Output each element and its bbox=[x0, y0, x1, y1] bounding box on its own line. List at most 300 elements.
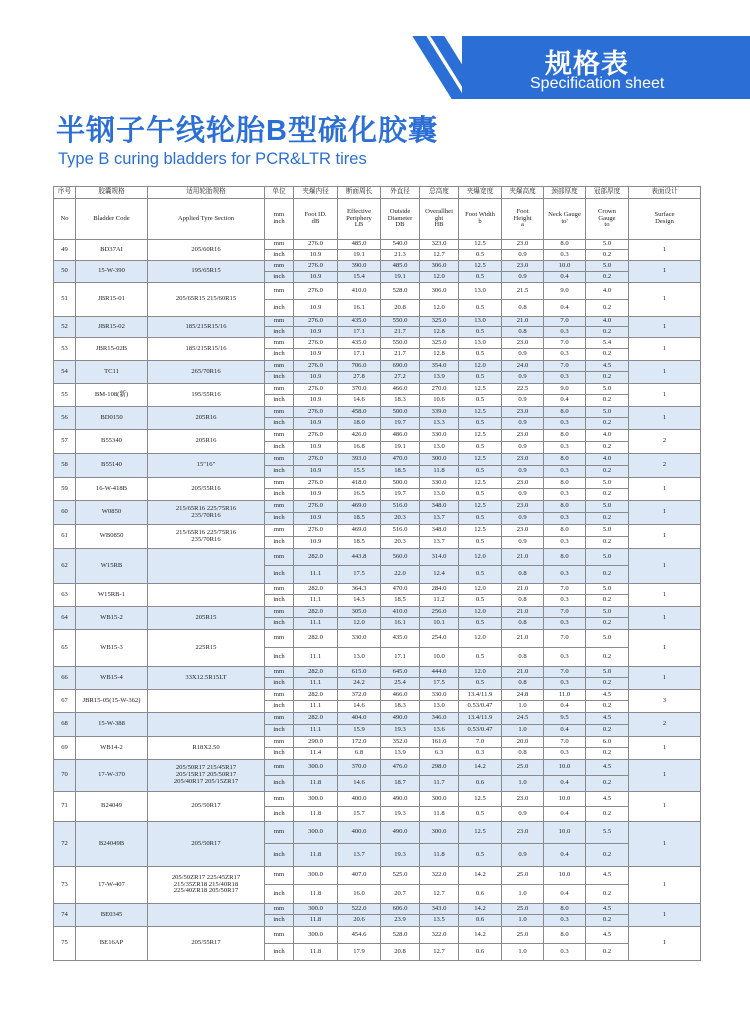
surface-design: 1 bbox=[629, 867, 701, 904]
page-title-en: Type B curing bladders for PCR&LTR tires bbox=[58, 150, 367, 168]
value-mm: 10.0 bbox=[544, 822, 586, 844]
spec-table-body bbox=[54, 240, 701, 961]
tyre-section: 15"16" bbox=[148, 454, 265, 478]
value-inch: 11.8 bbox=[420, 466, 459, 478]
value-inch: 1.0 bbox=[502, 776, 544, 792]
value-mm: 12.5 bbox=[459, 240, 502, 250]
value-inch: 0.6 bbox=[459, 776, 502, 792]
column-header-cn: 胶囊规格 bbox=[76, 187, 148, 199]
value-mm: 282.0 bbox=[294, 667, 338, 678]
value-mm: 435.0 bbox=[381, 630, 420, 648]
value-mm: 12.5 bbox=[459, 261, 502, 272]
value-mm: 5.5 bbox=[586, 822, 629, 844]
value-mm: 5.0 bbox=[586, 630, 629, 648]
value-inch: 0.3 bbox=[544, 537, 586, 549]
value-inch: 10.9 bbox=[294, 250, 338, 261]
value-inch: 10.9 bbox=[294, 300, 338, 317]
value-inch: 20.3 bbox=[381, 513, 420, 525]
value-inch: 0.6 bbox=[459, 944, 502, 961]
value-mm: 348.0 bbox=[420, 501, 459, 513]
value-mm: 300.0 bbox=[294, 822, 338, 844]
unit-inch: inch bbox=[265, 618, 294, 630]
value-inch: 18.3 bbox=[381, 395, 420, 407]
value-mm: 14.2 bbox=[459, 904, 502, 915]
value-inch: 0.2 bbox=[586, 944, 629, 961]
value-mm: 407.0 bbox=[338, 867, 381, 885]
value-inch: 0.9 bbox=[502, 272, 544, 283]
value-inch: 0.5 bbox=[459, 300, 502, 317]
column-header-cn: 适用轮胎规格 bbox=[148, 187, 265, 199]
value-mm: 10.0 bbox=[544, 792, 586, 807]
column-header-en: Outside Diameter DB bbox=[381, 199, 420, 240]
value-mm: 6.0 bbox=[586, 737, 629, 748]
row-number: 53 bbox=[54, 338, 76, 361]
value-inch: 0.5 bbox=[459, 372, 502, 384]
value-inch: 0.5 bbox=[459, 349, 502, 361]
value-inch: 0.3 bbox=[544, 327, 586, 338]
value-inch: 0.3 bbox=[544, 442, 586, 454]
value-inch: 11.8 bbox=[294, 844, 338, 867]
bladder-code: JBR15-02 bbox=[76, 317, 148, 338]
table-row bbox=[54, 792, 701, 807]
unit-mm: mm bbox=[265, 317, 294, 327]
row-number: 55 bbox=[54, 384, 76, 407]
value-inch: 18.5 bbox=[338, 537, 381, 549]
surface-design: 1 bbox=[629, 317, 701, 338]
value-inch: 21.3 bbox=[381, 250, 420, 261]
value-inch: 20.7 bbox=[381, 885, 420, 904]
value-mm: 5.0 bbox=[586, 607, 629, 618]
value-mm: 7.0 bbox=[544, 584, 586, 595]
unit-mm: mm bbox=[265, 525, 294, 537]
value-mm: 23.0 bbox=[502, 792, 544, 807]
table-row bbox=[54, 525, 701, 537]
value-mm: 25.0 bbox=[502, 760, 544, 776]
value-inch: 11.8 bbox=[294, 776, 338, 792]
unit-mm: mm bbox=[265, 584, 294, 595]
value-inch: 0.4 bbox=[544, 395, 586, 407]
value-mm: 7.0 bbox=[544, 317, 586, 327]
value-inch: 0.2 bbox=[586, 466, 629, 478]
unit-inch: inch bbox=[265, 327, 294, 338]
value-inch: 0.5 bbox=[459, 466, 502, 478]
column-header-en: Foot Height a bbox=[502, 199, 544, 240]
surface-design: 1 bbox=[629, 525, 701, 549]
value-mm: 300.0 bbox=[420, 822, 459, 844]
value-mm: 13.4/11.9 bbox=[459, 713, 502, 725]
value-mm: 25.0 bbox=[502, 867, 544, 885]
value-inch: 15.7 bbox=[338, 807, 381, 822]
value-inch: 11.8 bbox=[294, 885, 338, 904]
unit-inch: inch bbox=[265, 513, 294, 525]
value-inch: 25.4 bbox=[381, 678, 420, 690]
table-row bbox=[54, 667, 701, 678]
column-header-cn: 夹爆内径 bbox=[294, 187, 338, 199]
value-inch: 13.9 bbox=[381, 748, 420, 760]
tyre-section: 215/65R16 225/75R16 235/70R16 bbox=[148, 501, 265, 525]
surface-design: 1 bbox=[629, 737, 701, 760]
value-inch: 11.1 bbox=[294, 618, 338, 630]
surface-design: 1 bbox=[629, 904, 701, 927]
value-mm: 12.5 bbox=[459, 478, 502, 489]
value-mm: 4.5 bbox=[586, 361, 629, 372]
value-mm: 300.0 bbox=[420, 454, 459, 466]
table-row bbox=[54, 261, 701, 272]
value-mm: 300.0 bbox=[294, 760, 338, 776]
unit-inch: inch bbox=[265, 466, 294, 478]
value-mm: 354.0 bbox=[420, 361, 459, 372]
value-inch: 20.3 bbox=[381, 537, 420, 549]
column-header-en: Effective Periphery LB bbox=[338, 199, 381, 240]
value-inch: 0.5 bbox=[459, 595, 502, 607]
value-mm: 21.5 bbox=[502, 283, 544, 300]
value-mm: 8.0 bbox=[544, 240, 586, 250]
unit-inch: inch bbox=[265, 915, 294, 927]
value-mm: 8.0 bbox=[544, 501, 586, 513]
value-inch: 18.3 bbox=[381, 701, 420, 713]
value-mm: 314.0 bbox=[420, 549, 459, 566]
value-mm: 282.0 bbox=[294, 607, 338, 618]
value-inch: 0.9 bbox=[502, 489, 544, 501]
value-inch: 0.5 bbox=[459, 513, 502, 525]
row-number: 54 bbox=[54, 361, 76, 384]
bladder-code: WB15-3 bbox=[76, 630, 148, 667]
value-inch: 10.9 bbox=[294, 513, 338, 525]
tyre-section bbox=[148, 904, 265, 927]
value-inch: 11.1 bbox=[294, 678, 338, 690]
value-inch: 0.2 bbox=[586, 395, 629, 407]
row-number: 62 bbox=[54, 549, 76, 584]
surface-design: 1 bbox=[629, 384, 701, 407]
row-number: 70 bbox=[54, 760, 76, 792]
value-inch: 10.9 bbox=[294, 395, 338, 407]
value-mm: 12.0 bbox=[459, 607, 502, 618]
header-title-cn: 规格表 bbox=[545, 49, 629, 79]
bladder-code: BD0150 bbox=[76, 407, 148, 430]
bladder-code: BE16AP bbox=[76, 927, 148, 961]
value-mm: 4.5 bbox=[586, 760, 629, 776]
value-mm: 25.0 bbox=[502, 904, 544, 915]
value-inch: 0.5 bbox=[459, 807, 502, 822]
value-mm: 13.0 bbox=[459, 283, 502, 300]
value-mm: 5.0 bbox=[586, 240, 629, 250]
value-inch: 0.8 bbox=[502, 648, 544, 667]
value-inch: 14.6 bbox=[338, 701, 381, 713]
value-inch: 13.9 bbox=[420, 372, 459, 384]
unit-inch: inch bbox=[265, 678, 294, 690]
table-row bbox=[54, 407, 701, 418]
surface-design: 2 bbox=[629, 430, 701, 454]
value-mm: 290.0 bbox=[294, 737, 338, 748]
bladder-code: B55340 bbox=[76, 430, 148, 454]
tyre-section: 205/50R17 bbox=[148, 822, 265, 867]
value-mm: 13.0 bbox=[459, 317, 502, 327]
value-inch: 10.9 bbox=[294, 537, 338, 549]
value-mm: 4.0 bbox=[586, 430, 629, 442]
value-inch: 12.8 bbox=[420, 327, 459, 338]
value-mm: 322.0 bbox=[420, 927, 459, 944]
bladder-code: 15-W-388 bbox=[76, 713, 148, 737]
value-inch: 0.2 bbox=[586, 885, 629, 904]
value-inch: 0.9 bbox=[502, 442, 544, 454]
value-mm: 300.0 bbox=[294, 867, 338, 885]
value-mm: 12.5 bbox=[459, 454, 502, 466]
value-inch: 0.2 bbox=[586, 595, 629, 607]
value-inch: 0.9 bbox=[502, 418, 544, 430]
value-mm: 522.0 bbox=[338, 904, 381, 915]
value-mm: 426.0 bbox=[338, 430, 381, 442]
value-inch: 16.8 bbox=[338, 442, 381, 454]
value-inch: 18.5 bbox=[381, 466, 420, 478]
tyre-section: 205/50R17 215/45R17 205/15R17 205/50R17 205/40R17 205/15ZR17 bbox=[148, 760, 265, 792]
value-mm: 330.0 bbox=[420, 430, 459, 442]
value-mm: 21.0 bbox=[502, 630, 544, 648]
value-inch: 0.8 bbox=[502, 300, 544, 317]
surface-design: 1 bbox=[629, 283, 701, 317]
unit-inch: inch bbox=[265, 395, 294, 407]
value-mm: 528.0 bbox=[381, 927, 420, 944]
value-mm: 21.0 bbox=[502, 317, 544, 327]
value-mm: 490.0 bbox=[381, 822, 420, 844]
value-mm: 346.0 bbox=[420, 713, 459, 725]
unit-mm: mm bbox=[265, 430, 294, 442]
value-inch: 12.8 bbox=[420, 349, 459, 361]
value-inch: 14.6 bbox=[338, 776, 381, 792]
value-mm: 343.0 bbox=[420, 904, 459, 915]
unit-mm: mm bbox=[265, 283, 294, 300]
value-mm: 4.5 bbox=[586, 713, 629, 725]
value-mm: 12.0 bbox=[459, 630, 502, 648]
bladder-code: B24049B bbox=[76, 822, 148, 867]
value-inch: 0.2 bbox=[586, 272, 629, 283]
table-row bbox=[54, 927, 701, 944]
value-mm: 560.0 bbox=[381, 549, 420, 566]
value-inch: 0.3 bbox=[544, 466, 586, 478]
value-mm: 476.0 bbox=[381, 760, 420, 776]
value-mm: 20.0 bbox=[502, 737, 544, 748]
value-inch: 0.5 bbox=[459, 537, 502, 549]
value-mm: 550.0 bbox=[381, 317, 420, 327]
table-row bbox=[54, 240, 701, 250]
value-inch: 19.3 bbox=[381, 807, 420, 822]
value-inch: 21.7 bbox=[381, 327, 420, 338]
value-inch: 10.9 bbox=[294, 372, 338, 384]
tyre-section: 215/65R16 225/75R16 235/70R16 bbox=[148, 525, 265, 549]
value-inch: 13.7 bbox=[338, 844, 381, 867]
row-number: 68 bbox=[54, 713, 76, 737]
value-mm: 5.0 bbox=[586, 384, 629, 395]
value-inch: 24.2 bbox=[338, 678, 381, 690]
value-inch: 14.3 bbox=[338, 595, 381, 607]
value-mm: 282.0 bbox=[294, 584, 338, 595]
value-inch: 0.4 bbox=[544, 701, 586, 713]
value-inch: 11.1 bbox=[294, 566, 338, 584]
value-mm: 486.0 bbox=[381, 430, 420, 442]
value-inch: 10.9 bbox=[294, 466, 338, 478]
value-inch: 15.9 bbox=[338, 725, 381, 737]
unit-mm: mm bbox=[265, 630, 294, 648]
table-row bbox=[54, 607, 701, 618]
value-inch: 20.8 bbox=[381, 300, 420, 317]
value-inch: 17.1 bbox=[381, 648, 420, 667]
unit-inch: inch bbox=[265, 418, 294, 430]
column-header-en: No bbox=[54, 199, 76, 240]
value-inch: 13.7 bbox=[420, 513, 459, 525]
value-mm: 469.0 bbox=[338, 501, 381, 513]
table-row bbox=[54, 690, 701, 701]
value-inch: 27.8 bbox=[338, 372, 381, 384]
row-number: 49 bbox=[54, 240, 76, 261]
value-mm: 7.0 bbox=[544, 630, 586, 648]
value-inch: 19.3 bbox=[381, 725, 420, 737]
column-header-en: Bladder Code bbox=[76, 199, 148, 240]
value-inch: 12.7 bbox=[420, 885, 459, 904]
unit-inch: inch bbox=[265, 595, 294, 607]
value-mm: 370.0 bbox=[338, 384, 381, 395]
value-mm: 7.0 bbox=[544, 361, 586, 372]
column-header-cn: 总高度 bbox=[420, 187, 459, 199]
value-inch: 11.2 bbox=[420, 595, 459, 607]
row-number: 74 bbox=[54, 904, 76, 927]
value-mm: 435.0 bbox=[338, 317, 381, 327]
value-inch: 19.1 bbox=[381, 442, 420, 454]
value-inch: 18.7 bbox=[381, 776, 420, 792]
value-inch: 0.2 bbox=[586, 489, 629, 501]
value-inch: 17.5 bbox=[338, 566, 381, 584]
tyre-section: 33X12.5R15LT bbox=[148, 667, 265, 690]
unit-mm: mm bbox=[265, 822, 294, 844]
value-mm: 9.5 bbox=[544, 713, 586, 725]
value-mm: 9.0 bbox=[544, 384, 586, 395]
tyre-section bbox=[148, 549, 265, 584]
value-inch: 0.3 bbox=[544, 678, 586, 690]
value-mm: 5.0 bbox=[586, 667, 629, 678]
table-row bbox=[54, 430, 701, 442]
value-mm: 370.0 bbox=[338, 760, 381, 776]
value-inch: 0.2 bbox=[586, 327, 629, 338]
row-number: 71 bbox=[54, 792, 76, 822]
value-inch: 19.1 bbox=[381, 272, 420, 283]
value-inch: 0.2 bbox=[586, 250, 629, 261]
row-number: 57 bbox=[54, 430, 76, 454]
value-mm: 500.0 bbox=[381, 478, 420, 489]
value-mm: 7.0 bbox=[544, 338, 586, 349]
table-row bbox=[54, 584, 701, 595]
value-mm: 12.0 bbox=[459, 667, 502, 678]
value-mm: 254.0 bbox=[420, 630, 459, 648]
value-mm: 8.0 bbox=[544, 430, 586, 442]
value-inch: 12.7 bbox=[420, 944, 459, 961]
tyre-section: 205/60R16 bbox=[148, 240, 265, 261]
surface-design: 1 bbox=[629, 927, 701, 961]
value-mm: 300.0 bbox=[294, 792, 338, 807]
value-mm: 12.5 bbox=[459, 525, 502, 537]
table-row bbox=[54, 630, 701, 648]
value-mm: 528.0 bbox=[381, 283, 420, 300]
value-inch: 16.1 bbox=[381, 618, 420, 630]
value-inch: 13.5 bbox=[420, 915, 459, 927]
value-mm: 276.0 bbox=[294, 384, 338, 395]
value-mm: 706.0 bbox=[338, 361, 381, 372]
surface-design: 1 bbox=[629, 667, 701, 690]
value-mm: 400.0 bbox=[338, 822, 381, 844]
unit-mm: mm bbox=[265, 261, 294, 272]
value-mm: 23.0 bbox=[502, 430, 544, 442]
bladder-code: JBR15-02B bbox=[76, 338, 148, 361]
row-number: 56 bbox=[54, 407, 76, 430]
value-mm: 161.0 bbox=[420, 737, 459, 748]
value-mm: 540.0 bbox=[381, 240, 420, 250]
value-mm: 13.4/11.9 bbox=[459, 690, 502, 701]
value-mm: 323.0 bbox=[420, 240, 459, 250]
table-row bbox=[54, 454, 701, 466]
unit-mm: mm bbox=[265, 904, 294, 915]
value-inch: 16.0 bbox=[338, 885, 381, 904]
value-inch: 12.4 bbox=[420, 566, 459, 584]
value-mm: 23.0 bbox=[502, 407, 544, 418]
unit-mm: mm bbox=[265, 549, 294, 566]
value-mm: 469.0 bbox=[338, 525, 381, 537]
column-header-cn: 外直径 bbox=[381, 187, 420, 199]
unit-inch: inch bbox=[265, 489, 294, 501]
value-mm: 8.0 bbox=[544, 525, 586, 537]
bladder-code: 15-W-390 bbox=[76, 261, 148, 283]
value-inch: 17.9 bbox=[338, 944, 381, 961]
unit-mm: mm bbox=[265, 737, 294, 748]
value-mm: 276.0 bbox=[294, 525, 338, 537]
surface-design: 1 bbox=[629, 822, 701, 867]
value-mm: 282.0 bbox=[294, 630, 338, 648]
unit-mm: mm bbox=[265, 478, 294, 489]
value-mm: 466.0 bbox=[381, 690, 420, 701]
value-inch: 0.2 bbox=[586, 748, 629, 760]
unit-mm: mm bbox=[265, 607, 294, 618]
value-mm: 12.0 bbox=[459, 584, 502, 595]
value-inch: 0.2 bbox=[586, 418, 629, 430]
value-inch: 12.0 bbox=[338, 618, 381, 630]
row-number: 69 bbox=[54, 737, 76, 760]
value-inch: 0.4 bbox=[544, 776, 586, 792]
value-inch: 0.5 bbox=[459, 395, 502, 407]
bladder-code: 16-W-418B bbox=[76, 478, 148, 501]
value-inch: 11.8 bbox=[294, 807, 338, 822]
page-title-cn: 半钢子午线轮胎B型硫化胶囊 bbox=[56, 115, 438, 147]
value-mm: 8.0 bbox=[544, 454, 586, 466]
value-mm: 24.8 bbox=[502, 690, 544, 701]
value-mm: 14.2 bbox=[459, 867, 502, 885]
surface-design: 1 bbox=[629, 584, 701, 607]
value-mm: 12.5 bbox=[459, 407, 502, 418]
bladder-code: W15RB-1 bbox=[76, 584, 148, 607]
value-inch: 0.9 bbox=[502, 349, 544, 361]
value-mm: 276.0 bbox=[294, 454, 338, 466]
value-mm: 5.0 bbox=[586, 549, 629, 566]
value-mm: 435.0 bbox=[338, 338, 381, 349]
value-mm: 490.0 bbox=[381, 713, 420, 725]
row-number: 60 bbox=[54, 501, 76, 525]
tyre-section: 205R16 bbox=[148, 407, 265, 430]
value-inch: 0.3 bbox=[544, 372, 586, 384]
value-inch: 10.1 bbox=[420, 618, 459, 630]
unit-inch: inch bbox=[265, 648, 294, 667]
value-mm: 23.0 bbox=[502, 501, 544, 513]
value-mm: 276.0 bbox=[294, 478, 338, 489]
value-inch: 18.5 bbox=[381, 595, 420, 607]
unit-mm: mm bbox=[265, 927, 294, 944]
table-row bbox=[54, 478, 701, 489]
bladder-code: B55140 bbox=[76, 454, 148, 478]
header-title-en: Specification sheet bbox=[530, 75, 665, 92]
